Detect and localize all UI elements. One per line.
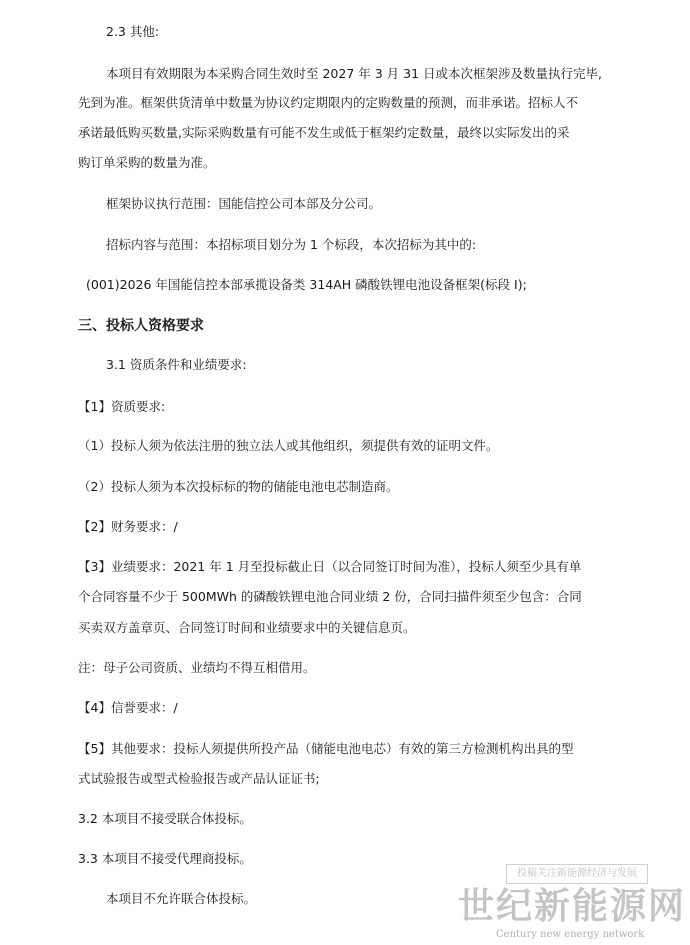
- section-3-2: 3.2 本项目不接受联合体投标。: [78, 811, 252, 826]
- tender-content-scope: 招标内容与范围：本招标项目划分为 1 个标段，本次招标为其中的:: [106, 237, 477, 252]
- framework-scope: 框架协议执行范围：国能信控公司本部及分公司。: [106, 196, 382, 211]
- section-2-3-heading: 2.3 其他:: [106, 24, 160, 39]
- section-3-3: 3.3 本项目不接受代理商投标。: [78, 851, 252, 866]
- lot-description: (001)2026 年国能信控本部承揽设备类 314AH 磷酸铁锂电池设备框架(标段 I);: [86, 277, 527, 292]
- validity-paragraph-line-4: 购订单采购的数量为准。: [78, 155, 216, 170]
- validity-paragraph-line-3: 承诺最低购买数量,实际采购数量有可能不发生或低于框架约定数量，最终以实际发出的采: [78, 125, 570, 140]
- watermark-tagline: 投稿关注新能源经济与发展: [506, 864, 648, 884]
- section-3-heading: 三、投标人资格要求: [78, 318, 204, 334]
- requirement-1-heading: 【1】资质要求:: [78, 399, 166, 414]
- validity-paragraph-line-1: 本项目有效期限为本采购合同生效时至 2027 年 3 月 31 日或本次框架涉及数量执行完毕,: [106, 66, 602, 81]
- requirement-1-item-1: （1）投标人须为依法注册的独立法人或其他组织，须提供有效的证明文件。: [78, 438, 499, 453]
- no-consortium-line: 本项目不允许联合体投标。: [106, 891, 257, 906]
- requirement-4-reputation: 【4】信誉要求：/: [78, 700, 178, 715]
- requirement-3-line-2: 个合同容量不少于 500MWh 的磷酸铁锂电池合同业绩 2 份，合同扫描件须至少包含：合同: [78, 589, 582, 604]
- requirement-3-line-3: 买卖双方盖章页、合同签订时间和业绩要求中的关键信息页。: [78, 620, 416, 635]
- requirement-5-line-1: 【5】其他要求：投标人须提供所投产品（储能电池电芯）有效的第三方检测机构出具的型: [78, 741, 574, 756]
- requirement-3-line-1: 【3】业绩要求：2021 年 1 月至投标截止日（以合同签订时间为准），投标人须至少具有单: [78, 559, 582, 574]
- note-line: 注：母子公司资质、业绩均不得互相借用。: [78, 660, 316, 675]
- requirement-2-financial: 【2】财务要求：/: [78, 519, 178, 534]
- watermark-english: Century new energy network: [496, 929, 645, 940]
- watermark-logo: 世纪新能源网: [458, 885, 686, 927]
- requirement-1-item-2: （2）投标人须为本次投标标的物的储能电池电芯制造商。: [78, 479, 399, 494]
- requirement-5-line-2: 式试验报告或型式检验报告或产品认证证书;: [78, 771, 320, 786]
- validity-paragraph-line-2: 先到为准。框架供货清单中数量为协议约定期限内的定购数量的预测，而非承诺。招标人不: [78, 95, 579, 110]
- section-3-1-heading: 3.1 资质条件和业绩要求:: [106, 357, 247, 372]
